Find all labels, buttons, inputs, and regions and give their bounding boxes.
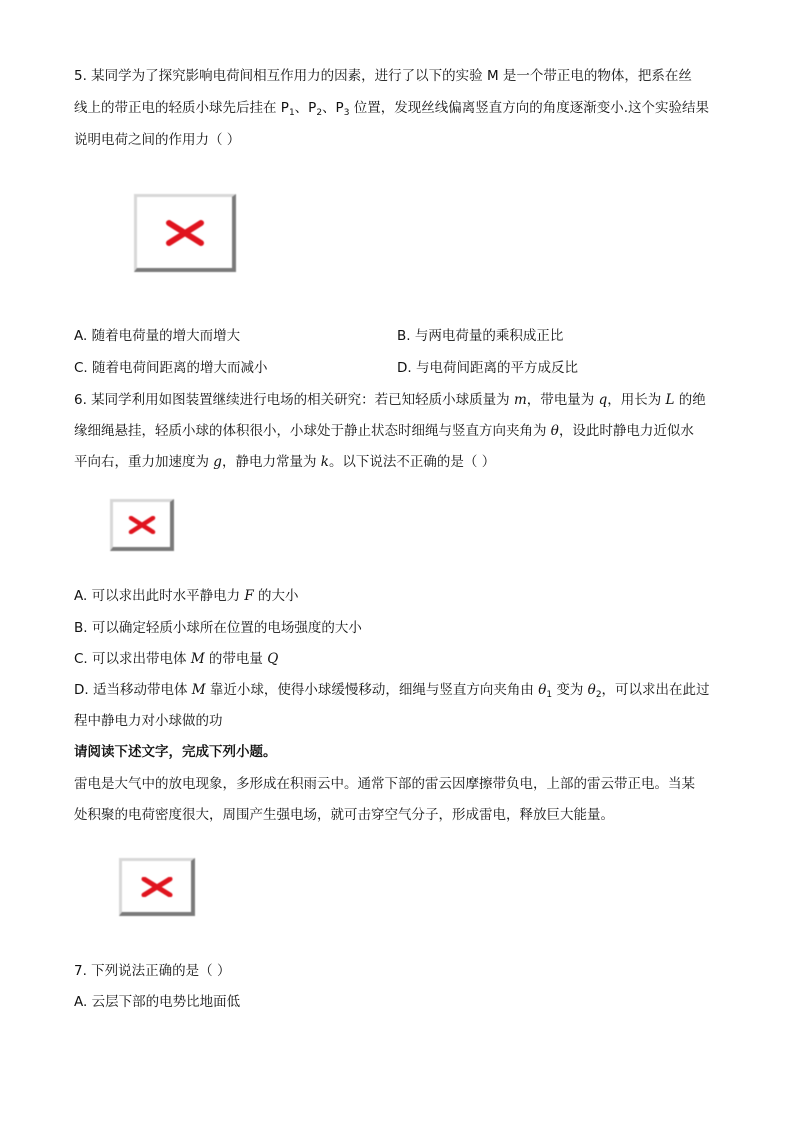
var-m-upper: M <box>190 651 205 667</box>
subscript: 3 <box>343 108 350 118</box>
q6-option-text: 靠近小球，使得小球缓慢移动，细绳与竖直方向夹角由 <box>205 682 539 698</box>
q5-option-c: C. 随着电荷间距离的增大而减小 <box>74 360 268 376</box>
q6-stem-text: 平向右，重力加速度为 <box>74 454 214 470</box>
q6-option-a <box>74 586 299 606</box>
q6-option-text: 变为 <box>552 682 588 698</box>
var-m: m <box>513 392 527 408</box>
broken-image-x-icon <box>128 516 156 534</box>
subscript: 1 <box>288 108 295 118</box>
q6-stem-text: ，带电量为 <box>526 392 599 408</box>
q5-stem-text: 、P <box>294 100 317 116</box>
q6-option-text: C. 可以求出带电体 <box>74 651 191 667</box>
q6-option-d <box>74 680 710 700</box>
q6-option-text: 的带电量 <box>204 651 268 667</box>
q6-stem-line-3 <box>74 452 495 472</box>
var-theta-2: θ <box>587 682 596 698</box>
subscript: 1 <box>546 690 553 700</box>
broken-image-x-icon <box>141 877 173 897</box>
q5-stem-line-1: 5. 某同学为了探究影响电荷间相互作用力的因素，进行了以下的实验 M 是一个带正电的物体，把系在丝 <box>74 68 692 84</box>
q7-option-a: A. 云层下部的电势比地面低 <box>74 994 241 1010</box>
broken-image-x-icon <box>165 220 205 246</box>
q5-stem-text: 、P <box>322 100 344 116</box>
q6-stem-text: 6. 某同学利用如图装置继续进行电场的相关研究：若已知轻质小球质量为 <box>74 392 514 408</box>
q5-stem-line-2 <box>74 98 709 118</box>
q6-option-b: B. 可以确定轻质小球所在位置的电场强度的大小 <box>74 620 362 636</box>
q6-option-text: ，可以求出在此过 <box>601 682 710 698</box>
q6-stem-text: ，用长为 <box>607 392 666 408</box>
var-q: q <box>598 392 608 408</box>
q5-option-d: D. 与电荷间距离的平方成反比 <box>397 360 578 376</box>
q6-stem-line-1 <box>74 390 706 410</box>
var-q-upper: Q <box>267 651 279 667</box>
var-l: L <box>665 392 675 408</box>
q6-broken-image <box>110 499 174 551</box>
var-f: F <box>244 588 254 604</box>
reading-paragraph-line-1: 雷电是大气中的放电现象，多形成在积雨云中。通常下部的雷云因摩擦带负电，上部的雷云带正电。当某 <box>74 776 695 792</box>
var-k: k <box>320 454 329 470</box>
subscript: 2 <box>595 690 602 700</box>
var-theta-1: θ <box>538 682 547 698</box>
q5-stem-text: 位置，发现丝线偏离竖直方向的角度逐渐变小.这个实验结果 <box>349 100 710 116</box>
reading-broken-image <box>119 858 195 916</box>
q6-stem-text: 缘细绳悬挂，轻质小球的体积很小，小球处于静止状态时细绳与竖直方向夹角为 <box>74 423 551 439</box>
subscript: 2 <box>316 108 323 118</box>
q6-stem-line-2 <box>74 421 694 441</box>
q6-option-text: A. 可以求出此时水平静电力 <box>74 588 245 604</box>
var-theta: θ <box>550 423 559 439</box>
q6-stem-text: 的绝 <box>674 392 706 408</box>
reading-paragraph-line-2: 处积聚的电荷密度很大，周围产生强电场，就可击穿空气分子，形成雷电，释放巨大能量。 <box>74 807 614 823</box>
q6-option-c <box>74 649 278 669</box>
q6-option-d-line-2: 程中静电力对小球做的功 <box>74 713 223 729</box>
q6-option-text: 的大小 <box>253 588 299 604</box>
q6-stem-text: ，静电力常量为 <box>221 454 321 470</box>
q5-stem-line-3: 说明电荷之间的作用力（ ） <box>74 132 241 148</box>
q6-stem-text: 。以下说法不正确的是（ ） <box>328 454 496 470</box>
q5-stem-text: 线上的带正电的轻质小球先后挂在 P <box>74 100 289 116</box>
var-m-upper: M <box>191 682 206 698</box>
q5-option-b: B. 与两电荷量的乘积成正比 <box>397 328 564 344</box>
q7-stem: 7. 下列说法正确的是（ ） <box>74 963 231 979</box>
reading-heading: 请阅读下述文字，完成下列小题。 <box>74 744 277 760</box>
q6-option-text: D. 适当移动带电体 <box>74 682 192 698</box>
q6-stem-text: ，设此时静电力近似水 <box>558 423 694 439</box>
q5-broken-image <box>134 194 236 272</box>
q5-option-a: A. 随着电荷量的增大而增大 <box>74 328 241 344</box>
var-g: g <box>213 454 222 470</box>
